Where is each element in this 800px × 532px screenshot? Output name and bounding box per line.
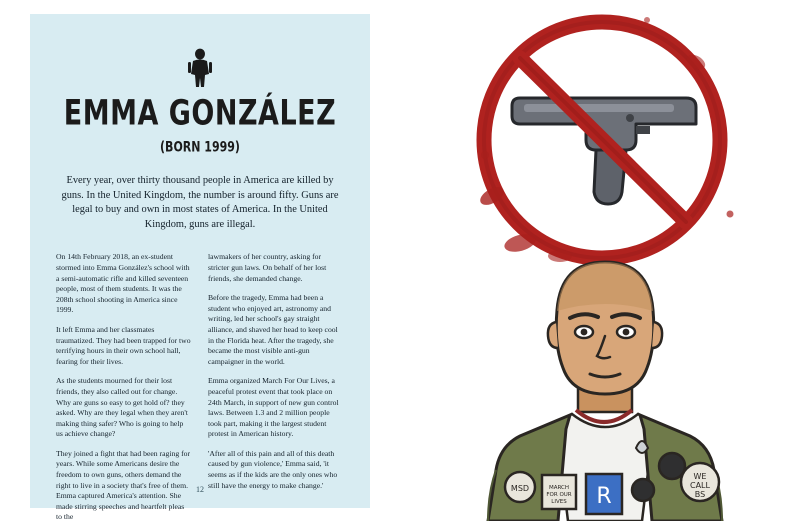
paragraph: 'After all of this pain and all of this death caused by gun violence,' Emma said, 'it seems as if the kids are the only ones who still have the energy to make change.' [208, 448, 338, 490]
svg-text:FOR OUR: FOR OUR [546, 492, 572, 498]
page-subtitle: (BORN 1999) [160, 139, 240, 156]
paragraph: It left Emma and her classmates traumatized. They had been trapped for two terrifying hours in their own school hall, fearing for their lives. [56, 324, 191, 366]
svg-text:WE: WE [693, 472, 707, 481]
svg-text:MARCH: MARCH [548, 485, 570, 491]
emma-gonzalez-illustration [400, 0, 800, 521]
paragraph: Emma organized March For Our Lives, a peaceful protest event that took place on 24th March, in support of new gun control laws. Between 1.3 and 2 million people took part, making it the largest student protest in American history. [208, 376, 339, 439]
paragraph: lawmakers of her country, asking for stricter gun laws. On behalf of her lost friends, she demanded change. [208, 252, 327, 283]
svg-text:BS: BS [694, 490, 706, 499]
page-number: 12 [196, 485, 204, 494]
lede-paragraph: Every year, over thirty thousand people in America are killed by guns. In the United Kingdom, the number is around fifty. Guns are legal to buy and own in most states of America. In the United Kingdom, guns are illegal. [61, 175, 339, 230]
right-page [400, 0, 800, 521]
svg-text:LIVES: LIVES [551, 499, 567, 505]
svg-text:R: R [596, 484, 612, 509]
portrait-figure [488, 262, 722, 521]
page-title: EMMA GONZÁLEZ [63, 94, 337, 134]
left-page [0, 0, 400, 521]
standing-person-icon [183, 48, 217, 88]
svg-text:MSD: MSD [510, 484, 530, 493]
paragraph: Before the tragedy, Emma had been a student who enjoyed art, astronomy and writing, led her school's gay straight alliance, and shaved her head to keep cool in the Florida heat. After the tragedy, she became the most visible anti-gun campaigner in the world. [208, 293, 338, 366]
svg-text:CALL: CALL [690, 481, 710, 490]
text-panel [30, 14, 370, 522]
paragraph: They joined a fight that had been raging for years. While some Americans desire the freedom to own guns, others demand the right to live in a society that's free of them. Emma captured America's attention. She made stirring speeches and heartfelt pleas to the [56, 448, 191, 522]
paragraph: As the students mourned for their lost friends, they also called out for change. Why are guns so easy to get hold of? they asked. Why are they legal when they aren't making thing safer? Who is going to help us achieve change? [56, 376, 188, 439]
paragraph: On 14th February 2018, an ex-student stormed into Emma González's school with a semi-automatic rifle and killed seventeen people, most of them students. It was the 208th school shooting in America since 1999. [56, 252, 190, 315]
